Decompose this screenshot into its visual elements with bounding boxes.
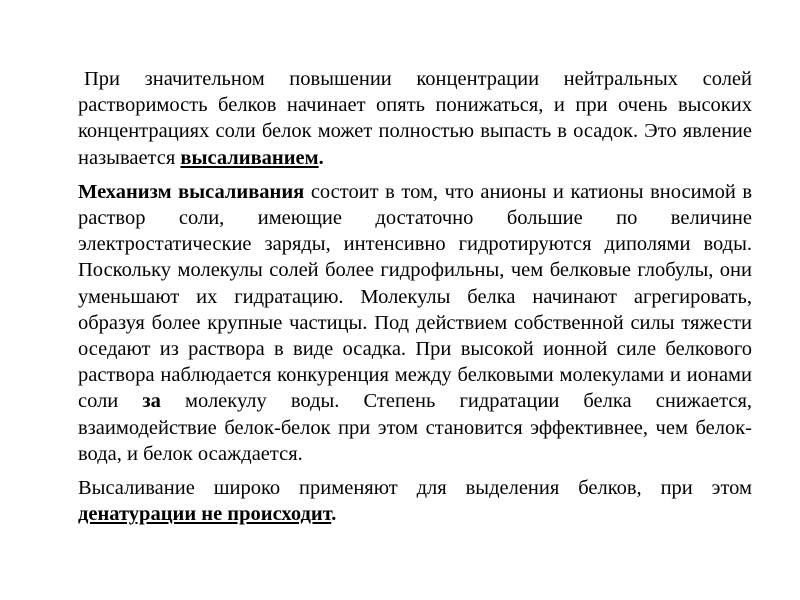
term-no-denaturation: денатурации не происходит (78, 503, 332, 526)
term-mechanism: Механизм высаливания (78, 180, 305, 203)
paragraph-end: . (331, 503, 337, 526)
paragraph-application (78, 475, 752, 527)
bold-word: за (142, 390, 161, 413)
paragraph-mechanism (78, 179, 752, 467)
paragraph-salting-out-intro (78, 66, 752, 171)
paragraph-text: молекулу воды. Степень гидратации белка снижается, взаимодействие белок-белок при этом становится эффективнее, чем белок-вода, и белок осаждается. (78, 390, 752, 465)
paragraph-text: Высаливание широко применяют для выделения белков, при этом (78, 477, 752, 500)
term-salting-out: высаливанием (180, 146, 319, 169)
paragraph-text: При значительном повышении концентрации нейтральных солей растворимость белков начинает опять понижаться, и при очень высоких концентрациях соли белок может полностью выпасть в осадок. Это явление называется (78, 68, 752, 169)
slide-text-body (78, 66, 752, 527)
paragraph-text: состоит в том, что анионы и катионы вносимой в раствор соли, имеющие достаточно большие по величине электростатические заряды, интенсивно гидротируются диполями воды. Поскольку молекулы солей более гидрофильны, чем белковые глобулы, они уменьшают их гидратацию. Молекулы белка начинают агрегировать, образуя более крупные частицы. Под действием собственной силы тяжести оседают из раствора в виде осадка. При высокой ионной силе белкового раствора наблюдается конкуренция между белковыми молекулами и ионами соли (78, 180, 753, 413)
paragraph-end: . (318, 146, 324, 169)
